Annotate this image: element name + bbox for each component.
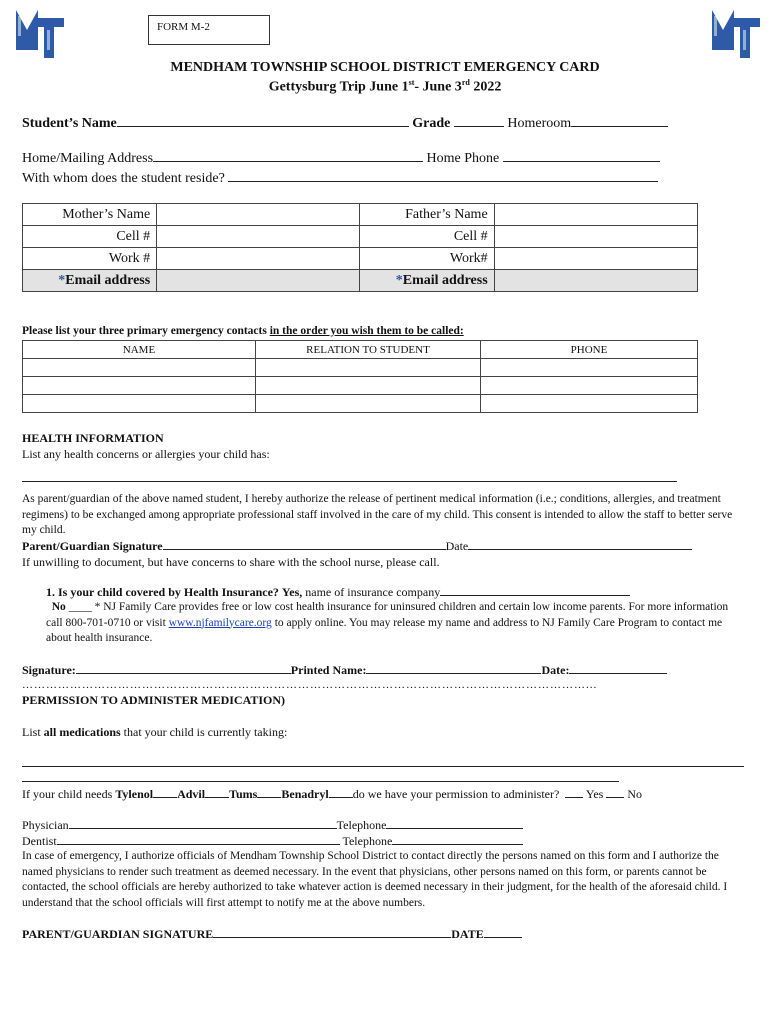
father-name-field[interactable] (494, 204, 697, 226)
unwilling-text: If unwilling to document, but have concerns to share with the school nurse, please call. (22, 555, 440, 569)
grade-field[interactable] (454, 114, 504, 127)
mother-cell-field[interactable] (157, 226, 360, 248)
otc-permission-row: If your child needs Tylenol Advil Tums Benadryl do we have your permission to administer? Yes No (22, 787, 643, 801)
contacts-table (22, 340, 698, 413)
mother-name-field[interactable] (157, 204, 360, 226)
insurance-no-label: No (51, 601, 66, 613)
signature-date-label: Date: (541, 663, 570, 677)
parents-table (22, 203, 698, 292)
dentist-telephone-label: Telephone (342, 834, 393, 848)
grade-label: Grade (412, 116, 451, 131)
father-work-field[interactable] (494, 248, 697, 270)
student-name-field[interactable] (117, 114, 409, 127)
mother-cell-label: Cell # (23, 226, 157, 248)
mother-name-label: Mother’s Name (23, 204, 157, 226)
medication-heading: PERMISSION TO ADMINISTER MEDICATION) (22, 693, 286, 707)
final-signature-label: PARENT/GUARDIAN SIGNATURE (22, 927, 214, 941)
homeroom-label: Homeroom (507, 116, 572, 131)
father-email-label: *Email address (360, 270, 494, 292)
insurance-company-label: name of insurance company (302, 585, 441, 599)
student-name-label: Student’s Name (22, 116, 117, 131)
health-heading: HEALTH INFORMATION (22, 431, 164, 445)
mother-email-field[interactable] (157, 270, 360, 292)
contact-2-name[interactable] (23, 377, 256, 395)
mother-work-field[interactable] (157, 248, 360, 270)
tums-label: Tums (229, 787, 258, 801)
medication-list-label: List all medications that your child is currently taking: (22, 725, 288, 739)
printed-name-label: Printed Name: (290, 663, 367, 677)
insurance-company-field[interactable] (440, 585, 630, 596)
printed-name-field[interactable] (366, 663, 541, 674)
benadryl-label: Benadryl (281, 787, 329, 801)
permission-yes-label: Yes (585, 787, 604, 801)
insurance-question-row (46, 585, 630, 600)
advil-label: Advil (177, 787, 206, 801)
permission-yes-field[interactable] (565, 787, 583, 798)
contact-3-phone[interactable] (481, 395, 698, 413)
guardian-date-label: Date (445, 539, 469, 553)
permission-no-field[interactable] (606, 787, 624, 798)
health-list-label: List any health concerns or allergies your child has: (22, 447, 270, 461)
physician-row (22, 818, 523, 833)
father-work-label: Work# (360, 248, 494, 270)
final-signature-row (22, 927, 522, 942)
emergency-authorization-text: In case of emergency, I authorize officials of Mendham Township School District to contact directly the persons named on this form and I authorize the named physicians to render such treatment as deemed necessary. In the event that physicians, other persons named on this form, or parents cannot be contacted, the school officials are hereby authorized to take whatever action is deemed necessary in their judgment, for the health of the aforesaid child. I understand that the school officials will first attempt to notify me at the above numbers. (22, 850, 728, 909)
benadryl-field[interactable] (329, 787, 353, 798)
student-row (22, 114, 668, 132)
contact-1-relation[interactable] (256, 359, 481, 377)
contacts-intro: Please list your three primary emergency contacts in the order you wish them to be called: (22, 325, 464, 337)
mother-email-label: *Email address (23, 270, 157, 292)
contacts-header-name: NAME (23, 341, 256, 359)
physician-field[interactable] (69, 818, 337, 829)
dentist-row (22, 834, 523, 849)
insurance-no-field[interactable]: ____ (68, 601, 92, 613)
guardian-signature-row (22, 539, 692, 554)
njfamilycare-link[interactable]: www.njfamilycare.org (168, 616, 272, 629)
tylenol-field[interactable] (153, 787, 177, 798)
final-date-label: DATE (451, 927, 484, 941)
dentist-telephone-field[interactable] (392, 834, 523, 845)
contacts-header-relation: RELATION TO STUDENT (256, 341, 481, 359)
school-logo-right (710, 8, 762, 60)
final-date-field[interactable] (484, 927, 522, 938)
advil-field[interactable] (205, 787, 229, 798)
trip-dates: Gettysburg Trip June 1st- June 3rd 2022 (268, 78, 502, 95)
physician-label: Physician (22, 818, 69, 832)
form-title: MENDHAM TOWNSHIP SCHOOL DISTRICT EMERGENCY CARD (170, 60, 600, 75)
insurance-no-paragraph: No ____ * NJ Family Care provides free or low cost health insurance for uninsured children and certain low income parents. For more information call 800-701-0710 or visit www.njfamilycare.org to apply online. You may release my name and address to NJ Family Care Program to contact me about health insurance. (46, 601, 729, 644)
tums-field[interactable] (257, 787, 281, 798)
medications-field-line-2[interactable] (22, 781, 619, 782)
contact-2-relation[interactable] (256, 377, 481, 395)
school-logo-left (14, 8, 66, 60)
mother-work-label: Work # (23, 248, 157, 270)
father-cell-label: Cell # (360, 226, 494, 248)
physician-telephone-field[interactable] (386, 818, 523, 829)
contact-3-relation[interactable] (256, 395, 481, 413)
insurance-yes-label: Yes, (281, 585, 303, 599)
father-cell-field[interactable] (494, 226, 697, 248)
form-code-box: FORM M-2 (148, 15, 270, 45)
father-name-label: Father’s Name (360, 204, 494, 226)
contacts-header-phone: PHONE (481, 341, 698, 359)
guardian-signature-label: Parent/Guardian Signature (22, 539, 163, 553)
signature-date-field[interactable] (569, 663, 667, 674)
guardian-signature-field[interactable] (163, 539, 446, 550)
signature-label: Signature: (22, 663, 76, 677)
guardian-date-field[interactable] (468, 539, 692, 550)
home-phone-field[interactable] (503, 149, 660, 162)
dotted-separator: ……………………………………………………………………………………………………………………………... (22, 679, 598, 691)
permission-no-label: No (627, 787, 643, 801)
dentist-label: Dentist (22, 834, 57, 848)
contact-1-phone[interactable] (481, 359, 698, 377)
home-phone-label: Home Phone (426, 151, 500, 166)
signature-field[interactable] (76, 663, 291, 674)
dentist-field[interactable] (57, 834, 340, 845)
contact-1-name[interactable] (23, 359, 256, 377)
reside-row (22, 169, 658, 187)
contact-2-phone[interactable] (481, 377, 698, 395)
father-email-field[interactable] (494, 270, 697, 292)
reside-field[interactable] (228, 169, 658, 182)
health-consent-text: As parent/guardian of the above named student, I hereby authorize the release of pertinent medical information (i.e.; conditions, allergies, and treatment regimens) to be exchanged among appropriate professional staff involved in the care of my child. This consent is intended to allow the staff to better serve my child. (22, 493, 733, 536)
physician-telephone-label: Telephone (336, 818, 387, 832)
address-label: Home/Mailing Address (22, 151, 154, 166)
reside-label: With whom does the student reside? (22, 171, 225, 186)
homeroom-field[interactable] (571, 114, 668, 127)
insurance-question: 1. Is your child covered by Health Insurance? (46, 585, 279, 599)
final-signature-field[interactable] (213, 927, 451, 938)
signature-row (22, 663, 667, 678)
contact-3-name[interactable] (23, 395, 256, 413)
tylenol-label: Tylenol (115, 787, 154, 801)
home-row (22, 149, 660, 167)
address-field[interactable] (153, 149, 423, 162)
medications-field-line-1[interactable] (22, 766, 744, 767)
health-concerns-field[interactable] (22, 481, 677, 482)
